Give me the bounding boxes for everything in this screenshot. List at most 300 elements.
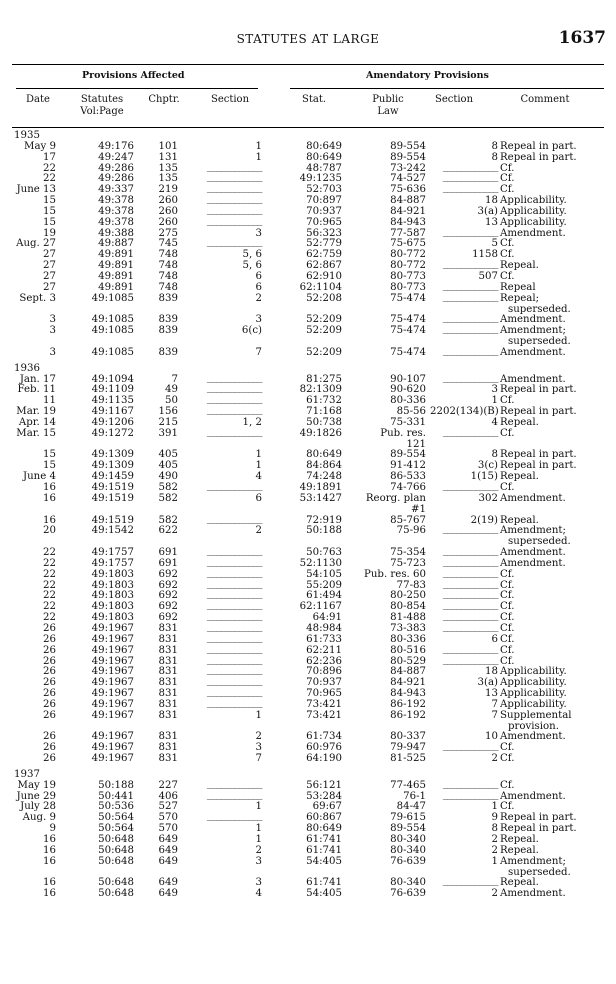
leader-dashes: ____________	[206, 236, 262, 248]
table-row	[12, 566, 604, 580]
cell-sec: 2	[255, 292, 262, 304]
leader-dashes: ____________	[442, 290, 498, 302]
cell-pl: 76-1	[403, 790, 426, 802]
cell-stat: 61:741	[306, 877, 342, 889]
year-label: 1937	[14, 768, 40, 780]
cell-stat: 80:649	[306, 449, 342, 461]
cell-stat: 49:1891	[299, 482, 342, 493]
cell-stat: 48:787	[306, 162, 342, 174]
cell-date: 22	[43, 568, 56, 580]
cell-stat: 80:649	[306, 140, 342, 152]
cell-vol: 50:648	[98, 834, 134, 845]
group-rule-amendatory	[290, 88, 604, 89]
cell-sec2: 10	[485, 731, 498, 743]
cell-pl: 85-767	[390, 514, 426, 526]
leader-dashes: ____________	[442, 312, 498, 324]
cell-vol: 49:1757	[91, 547, 134, 559]
leader-dashes: ____________	[442, 599, 498, 611]
cell-comment: Repeal.	[500, 834, 539, 845]
cell-ch: 490	[158, 471, 178, 483]
col-chptr: Chptr.	[148, 94, 180, 105]
cell-stat: 55:209	[306, 579, 342, 591]
table-row	[12, 653, 604, 667]
cell-date: Sept. 3	[19, 292, 56, 304]
cell-vol: 49:1967	[91, 742, 134, 754]
leader-dashes: ____________	[206, 810, 262, 822]
cell-sec: 5, 6	[242, 260, 262, 272]
table-row	[12, 460, 604, 471]
leader-dashes: ____________	[442, 740, 498, 752]
leader-dashes: ____________	[442, 523, 498, 535]
table-row	[12, 271, 604, 282]
cell-vol: 50:441	[98, 790, 134, 802]
leader-dashes: ____________	[206, 193, 262, 205]
cell-vol: 49:1967	[91, 633, 134, 645]
cell-comment: Cf.	[500, 655, 515, 667]
cell-stat: 62:867	[306, 260, 342, 272]
cell-stat: 61:734	[306, 731, 342, 743]
cell-pl: 89-554	[390, 151, 426, 163]
cell-date: 11	[43, 395, 56, 407]
cell-ch: 131	[158, 151, 178, 163]
table-row	[12, 612, 604, 623]
cell-sec: 3	[255, 314, 262, 326]
cell-ch: 831	[158, 753, 178, 765]
table-row	[12, 482, 604, 493]
cell-comment: Amendment.	[500, 373, 566, 385]
cell-stat: 52:209	[306, 325, 342, 337]
leader-dashes: ____________	[442, 225, 498, 237]
cell-date: 26	[43, 753, 56, 765]
cell-date: 26	[43, 688, 56, 700]
cell-comment: Applicability.	[500, 677, 567, 689]
cell-stat: 50:188	[306, 525, 342, 537]
table-row	[12, 547, 604, 558]
cell-sec2: 7	[491, 698, 498, 710]
table-row	[12, 877, 604, 888]
cell-sec: 2	[255, 525, 262, 537]
leader-dashes: ____________	[442, 279, 498, 291]
cell-comment-continued: superseded.	[508, 336, 571, 348]
cell-stat: 61:741	[306, 834, 342, 845]
cell-stat: 53:1427	[299, 492, 342, 504]
cell-pl: 89-554	[390, 823, 426, 835]
cell-ch: 831	[158, 731, 178, 743]
cell-date: 22	[43, 557, 56, 569]
cell-comment: Cf.	[500, 568, 515, 580]
cell-comment: Repeal.	[500, 877, 539, 889]
cell-pl: 75-354	[390, 547, 426, 559]
cell-date: 27	[43, 281, 56, 293]
cell-pl: Pub. res. 60	[364, 568, 426, 580]
cell-pl: 89-554	[390, 140, 426, 152]
cell-ch: 748	[158, 249, 178, 261]
cell-sec2: 2202(134)(B)	[430, 406, 499, 418]
cell-ch: 831	[158, 677, 178, 689]
group-amendatory-provisions: Amendatory Provisions	[366, 70, 489, 81]
cell-vol: 49:1803	[91, 590, 134, 602]
cell-sec2: 1158	[472, 249, 498, 261]
table-row	[12, 371, 604, 385]
cell-vol: 49:1967	[91, 688, 134, 700]
table-row	[12, 777, 604, 791]
leader-dashes: ____________	[442, 566, 498, 578]
cell-vol: 49:247	[98, 151, 134, 163]
cell-ch: 649	[158, 834, 178, 845]
leader-dashes: ____________	[206, 653, 262, 665]
cell-date: 15	[43, 460, 56, 472]
cell-comment: Repeal.	[500, 844, 539, 856]
cell-comment: Amendment.	[500, 492, 566, 504]
cell-comment: Cf.	[500, 238, 515, 250]
leader-dashes: ____________	[442, 788, 498, 800]
cell-sec2: 2(19)	[470, 514, 498, 526]
cell-comment: Cf.	[500, 601, 515, 613]
cell-date: Mar. 15	[16, 427, 56, 439]
cell-ch: 649	[158, 844, 178, 856]
cell-ch: 406	[158, 790, 178, 802]
cell-stat: 54:405	[306, 855, 342, 867]
cell-comment: Cf.	[500, 427, 515, 439]
year-label: 1935	[14, 130, 40, 141]
cell-date: 16	[43, 482, 56, 493]
cell-ch: 135	[158, 173, 178, 185]
leader-dashes: ____________	[442, 620, 498, 632]
cell-sec2: 1	[491, 801, 498, 813]
cell-date: 3	[49, 314, 56, 326]
cell-sec2: 507	[478, 270, 498, 282]
cell-sec2: 18	[485, 195, 498, 207]
cell-stat: 82:1309	[299, 384, 342, 396]
cell-stat: 70:897	[306, 195, 342, 207]
cell-pl: 89-554	[390, 449, 426, 461]
table-row	[12, 203, 604, 217]
cell-pl: #1	[410, 503, 426, 515]
cell-ch: 622	[158, 525, 178, 537]
cell-pl: 75-723	[390, 557, 426, 569]
cell-sec: 5, 6	[242, 249, 262, 261]
leader-dashes: ____________	[442, 160, 498, 172]
cell-comment-continued: superseded.	[508, 536, 571, 548]
cell-sec2: 3(c)	[477, 460, 498, 472]
table-row	[12, 812, 604, 823]
cell-pl: 80-773	[390, 281, 426, 293]
leader-dashes: ____________	[442, 371, 498, 383]
table-row	[12, 406, 604, 417]
cell-pl: 75-675	[390, 238, 426, 250]
leader-dashes: ____________	[206, 577, 262, 589]
table-row	[12, 279, 604, 293]
table-row	[12, 449, 604, 460]
cell-vol: 49:1085	[91, 346, 134, 358]
cell-comment: Cf.	[500, 173, 515, 185]
cell-stat: 56:121	[306, 779, 342, 791]
table-row	[12, 845, 604, 856]
leader-dashes: ____________	[206, 480, 262, 491]
leader-dashes: ____________	[206, 664, 262, 676]
cell-comment: Amendment.	[500, 547, 566, 559]
cell-sec: 2	[255, 731, 262, 743]
cell-stat: 71:168	[306, 406, 342, 418]
table-row	[12, 195, 604, 206]
cell-date: 27	[43, 249, 56, 261]
cell-stat: 81:275	[306, 373, 342, 385]
cell-date: Jan. 17	[19, 373, 56, 385]
cell-vol: 49:1167	[91, 406, 134, 418]
cell-sec: 7	[255, 346, 262, 358]
table-row	[12, 493, 604, 515]
cell-date: 26	[43, 655, 56, 667]
cell-pl: 77-83	[396, 579, 426, 591]
table-row	[12, 344, 604, 358]
cell-date: Apr. 14	[18, 416, 56, 428]
cell-pl: 90-107	[390, 373, 426, 385]
cell-date: 15	[43, 449, 56, 461]
cell-sec: 7	[255, 753, 262, 765]
cell-pl: 86-192	[390, 709, 426, 721]
cell-comment: Applicability.	[500, 195, 567, 207]
cell-sec2: 1(15)	[470, 471, 498, 483]
cell-ch: 260	[158, 205, 178, 217]
cell-sec: 1, 2	[242, 416, 262, 428]
cell-stat: 54:405	[306, 888, 342, 900]
cell-vol: 49:1803	[91, 579, 134, 591]
cell-ch: 260	[158, 216, 178, 228]
cell-vol: 49:1309	[91, 460, 134, 472]
table-row	[12, 590, 604, 601]
cell-stat: 56:323	[306, 227, 342, 239]
cell-comment: Amendment.	[500, 227, 566, 239]
cell-sec2: 8	[491, 449, 498, 461]
cell-ch: 405	[158, 460, 178, 472]
leader-dashes: ____________	[206, 425, 262, 437]
leader-dashes: ____________	[206, 182, 262, 194]
cell-date: 16	[43, 855, 56, 867]
cell-ch: 219	[158, 184, 178, 196]
cell-vol: 49:891	[98, 281, 134, 293]
cell-ch: 49	[165, 384, 178, 396]
cell-pl: 80-337	[390, 731, 426, 743]
table-header	[12, 64, 604, 128]
leader-dashes: ____________	[442, 182, 498, 194]
cell-comment: Repeal.	[500, 514, 539, 526]
table-row	[12, 696, 604, 710]
cell-pl: 90-620	[390, 384, 426, 396]
table-row	[12, 384, 604, 395]
cell-date: 22	[43, 579, 56, 591]
leader-dashes: ____________	[206, 512, 262, 524]
leader-dashes: ____________	[442, 653, 498, 665]
cell-pl: 80-340	[390, 877, 426, 889]
table-row	[12, 417, 604, 428]
cell-comment: Cf.	[500, 612, 515, 624]
cell-ch: 831	[158, 644, 178, 656]
cell-ch: 391	[158, 427, 178, 439]
cell-sec: 6(c)	[241, 325, 262, 337]
cell-pl: 84-943	[390, 688, 426, 700]
leader-dashes: ____________	[206, 382, 262, 394]
cell-date: May 9	[24, 140, 56, 152]
cell-stat: 52:209	[306, 346, 342, 358]
cell-sec2: 8	[491, 140, 498, 152]
cell-vol: 49:1272	[91, 427, 134, 439]
cell-vol: 49:1967	[91, 666, 134, 678]
cell-vol: 49:1135	[91, 395, 134, 407]
running-title: STATUTES AT LARGE	[236, 32, 380, 46]
cell-pl: 75-474	[390, 292, 426, 304]
cell-comment: Cf.	[500, 249, 515, 261]
col-section-amendatory: Section	[434, 94, 474, 105]
cell-ch: 527	[158, 801, 178, 813]
cell-date: June 13	[16, 184, 56, 196]
cell-pl: 80-340	[390, 834, 426, 845]
cell-vol: 49:1085	[91, 325, 134, 337]
cell-vol: 49:1459	[91, 471, 134, 483]
cell-date: 26	[43, 698, 56, 710]
cell-stat: 74:248	[306, 471, 342, 483]
cell-vol: 49:337	[98, 184, 134, 196]
table-row	[12, 620, 604, 634]
leader-dashes: ____________	[206, 777, 262, 789]
cell-vol: 50:648	[98, 888, 134, 900]
table-row	[12, 677, 604, 688]
cell-vol: 50:648	[98, 877, 134, 889]
cell-ch: 649	[158, 877, 178, 889]
cell-stat: 70:937	[306, 205, 342, 217]
leader-dashes: ____________	[206, 588, 262, 600]
table-row	[12, 512, 604, 526]
cell-date: 17	[43, 151, 56, 163]
cell-stat: 70:965	[306, 216, 342, 228]
cell-vol: 49:1519	[91, 514, 134, 526]
cell-sec2: 302	[478, 492, 498, 504]
cell-pl: 76-639	[390, 855, 426, 867]
cell-stat: 61:733	[306, 633, 342, 645]
cell-vol: 49:1967	[91, 709, 134, 721]
cell-stat: 48:984	[306, 622, 342, 634]
leader-dashes: ____________	[206, 620, 262, 632]
cell-pl: 73-242	[390, 162, 426, 174]
cell-ch: 570	[158, 823, 178, 835]
leader-dashes: ____________	[206, 545, 262, 557]
cell-vol: 49:1803	[91, 568, 134, 580]
cell-pl: 75-474	[390, 314, 426, 326]
cell-ch: 582	[158, 514, 178, 526]
cell-vol: 49:1967	[91, 644, 134, 656]
cell-comment: Cf.	[500, 395, 515, 407]
year-heading	[12, 363, 604, 374]
cell-comment: Cf.	[500, 482, 515, 493]
cell-comment: Applicability.	[500, 698, 567, 710]
cell-comment: Amendment;	[500, 525, 566, 537]
cell-comment: Cf.	[500, 644, 515, 656]
cell-date: Feb. 11	[17, 384, 56, 396]
cell-ch: 748	[158, 281, 178, 293]
col-comment: Comment	[520, 94, 570, 105]
col-public-law: Public Law	[372, 94, 404, 117]
cell-comment: Repeal.	[500, 260, 539, 272]
leader-dashes: ____________	[442, 577, 498, 589]
leader-dashes: ____________	[442, 545, 498, 557]
cell-date: 22	[43, 590, 56, 602]
cell-stat: 73:421	[306, 698, 342, 710]
cell-stat: 60:976	[306, 742, 342, 754]
cell-date: 16	[43, 877, 56, 889]
cell-vol: 49:286	[98, 162, 134, 174]
cell-vol: 49:1967	[91, 622, 134, 634]
cell-pl: 74-766	[390, 482, 426, 493]
cell-pl: Pub. res.	[380, 427, 426, 439]
cell-pl: 80-854	[390, 601, 426, 613]
cell-ch: 570	[158, 812, 178, 824]
cell-comment: Supplemental	[500, 709, 572, 721]
cell-pl: 80-772	[390, 249, 426, 261]
cell-ch: 691	[158, 557, 178, 569]
cell-date: 26	[43, 633, 56, 645]
cell-stat: 84:864	[306, 460, 342, 472]
cell-sec: 1	[255, 151, 262, 163]
cell-date: 3	[49, 325, 56, 337]
col-stat: Stat.	[301, 94, 327, 105]
cell-date: 27	[43, 270, 56, 282]
cell-pl: 85-56	[396, 406, 426, 418]
cell-pl: 75-636	[390, 184, 426, 196]
cell-stat: 73:421	[306, 709, 342, 721]
table-row	[12, 731, 604, 742]
cell-pl: 84-887	[390, 195, 426, 207]
leader-dashes: ____________	[206, 675, 262, 687]
cell-ch: 692	[158, 568, 178, 580]
cell-vol: 49:378	[98, 216, 134, 228]
cell-date: 16	[43, 834, 56, 845]
group-provisions-affected: Provisions Affected	[82, 70, 185, 81]
cell-comment: Cf.	[500, 742, 515, 754]
cell-comment: Amendment;	[500, 325, 566, 337]
cell-vol: 49:286	[98, 173, 134, 185]
cell-comment: Cf.	[500, 590, 515, 602]
cell-date: 16	[43, 514, 56, 526]
cell-date: 22	[43, 601, 56, 613]
cell-vol: 49:891	[98, 270, 134, 282]
cell-sec: 6	[255, 270, 262, 282]
cell-vol: 49:1967	[91, 753, 134, 765]
cell-comment: Amendment.	[500, 731, 566, 743]
table-row	[12, 395, 604, 406]
table-row	[12, 710, 604, 732]
cell-date: June 29	[16, 790, 56, 802]
cell-stat: 52:1130	[299, 557, 342, 569]
cell-stat: 54:105	[306, 568, 342, 580]
cell-date: 19	[43, 227, 56, 239]
leader-dashes: ____________	[206, 203, 262, 215]
year-heading	[12, 130, 604, 141]
cell-comment: Amendment;	[500, 855, 566, 867]
cell-pl: 74-527	[390, 173, 426, 185]
cell-sec: 1	[255, 801, 262, 813]
table-row	[12, 160, 604, 174]
cell-date: 26	[43, 666, 56, 678]
table-row	[12, 238, 604, 249]
cell-pl: 75-331	[390, 416, 426, 428]
cell-comment: Cf.	[500, 801, 515, 813]
cell-pl: 77-587	[390, 227, 426, 239]
cell-sec2: 9	[491, 812, 498, 824]
cell-sec2: 3(a)	[477, 205, 498, 217]
cell-sec2: 2	[491, 753, 498, 765]
cell-vol: 50:536	[98, 801, 134, 813]
leader-dashes: ____________	[206, 555, 262, 567]
table-row	[12, 471, 604, 482]
